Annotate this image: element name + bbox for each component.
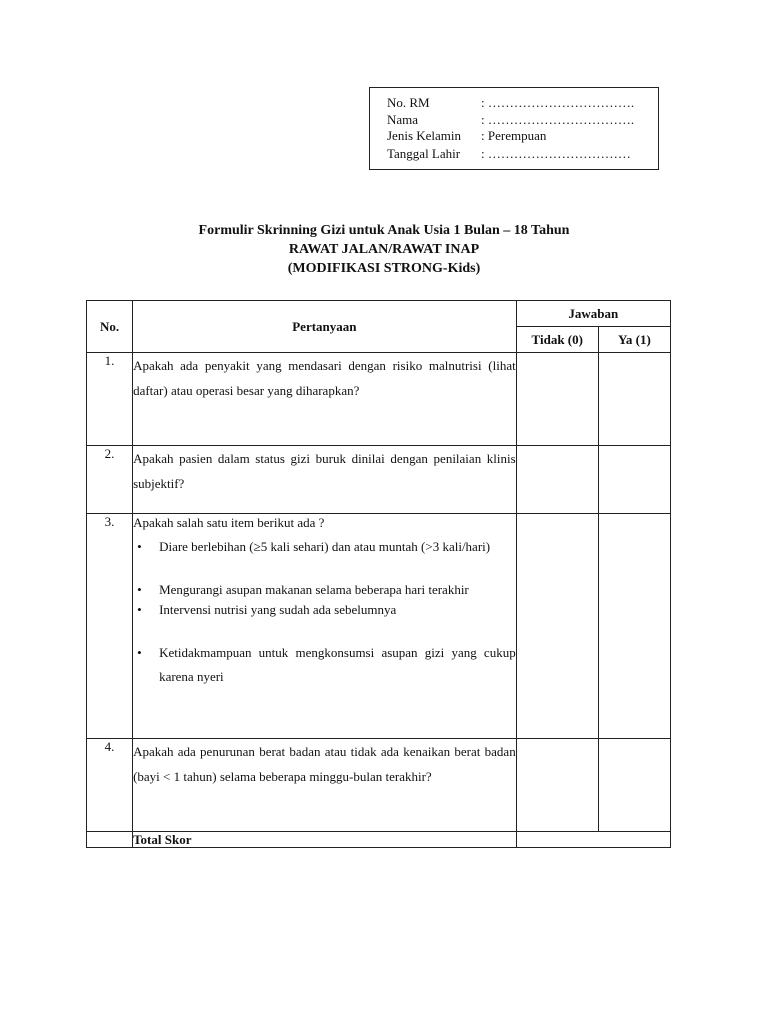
patient-row-tanggal-lahir [387, 145, 631, 163]
header-row [87, 301, 671, 327]
answer-cell-no[interactable] [516, 353, 598, 446]
row-question: Apakah ada penurunan berat badan atau tidak ada kenaikan berat badan (bayi < 1 tahun) selama beberapa minggu-bulan terakhir? [133, 739, 517, 832]
patient-label: Tanggal Lahir [387, 146, 461, 161]
row-number: 1. [87, 353, 133, 446]
list-item: • Mengurangi asupan makanan selama beberapa hari terakhir [133, 578, 516, 602]
row-question: Apakah pasien dalam status gizi buruk dinilai dengan penilaian klinis subjektif? [133, 446, 517, 514]
patient-value: : ……………………………. [481, 112, 635, 127]
patient-info-box [369, 87, 659, 170]
total-score-cell[interactable] [516, 832, 670, 848]
list-item: • Intervensi nutrisi yang sudah ada sebelumnya [133, 598, 516, 622]
answer-cell-yes[interactable] [598, 739, 670, 832]
patient-label: Jenis Kelamin [387, 128, 462, 143]
patient-label: No. RM [387, 95, 430, 110]
patient-row-no-rm [387, 94, 634, 112]
patient-value: : ……………………………. [481, 95, 635, 110]
header-answer: Jawaban [516, 301, 670, 327]
list-item: • Diare berlebihan (≥5 kali sehari) dan atau muntah (>3 kali/hari) [133, 535, 516, 559]
header-yes-option: Ya (1) [598, 327, 670, 353]
answer-cell-no[interactable] [516, 446, 598, 514]
patient-row-jenis-kelamin [387, 127, 546, 145]
row-number: 4. [87, 739, 133, 832]
answer-cell-no[interactable] [516, 739, 598, 832]
row-question: Apakah salah satu item berikut ada ? [133, 515, 325, 530]
item-list [133, 535, 516, 689]
answer-cell-yes[interactable] [598, 353, 670, 446]
header-no: No. [87, 301, 133, 353]
total-empty-cell [87, 832, 133, 848]
answer-cell-no[interactable] [516, 514, 598, 739]
patient-label: Nama [387, 112, 419, 127]
screening-table [86, 300, 671, 848]
row-question: Apakah ada penyakit yang mendasari dengan risiko malnutrisi (lihat daftar) atau operasi besar yang diharapkan? [133, 353, 517, 446]
form-title-block [0, 221, 768, 278]
row-number: 2. [87, 446, 133, 514]
form-subtitle-modification: (MODIFIKASI STRONG-Kids) [287, 261, 481, 276]
total-score-label: Total Skor [133, 832, 517, 848]
table-row [87, 739, 671, 832]
header-no-option: Tidak (0) [516, 327, 598, 353]
patient-value: : …………………………… [481, 146, 631, 161]
patient-value: : Perempuan [481, 128, 547, 143]
table-row [87, 353, 671, 446]
header-question: Pertanyaan [133, 301, 517, 353]
row-question-with-items [133, 514, 517, 739]
total-row [87, 832, 671, 848]
row-number: 3. [87, 514, 133, 739]
table-row [87, 446, 671, 514]
list-item: • Ketidakmampuan untuk mengkonsumsi asupan gizi yang cukup karena nyeri [133, 641, 516, 689]
answer-cell-yes[interactable] [598, 514, 670, 739]
answer-cell-yes[interactable] [598, 446, 670, 514]
table-row [87, 514, 671, 739]
form-title: Formulir Skrinning Gizi untuk Anak Usia 1 Bulan – 18 Tahun [198, 223, 570, 238]
form-subtitle: RAWAT JALAN/RAWAT INAP [288, 242, 480, 257]
